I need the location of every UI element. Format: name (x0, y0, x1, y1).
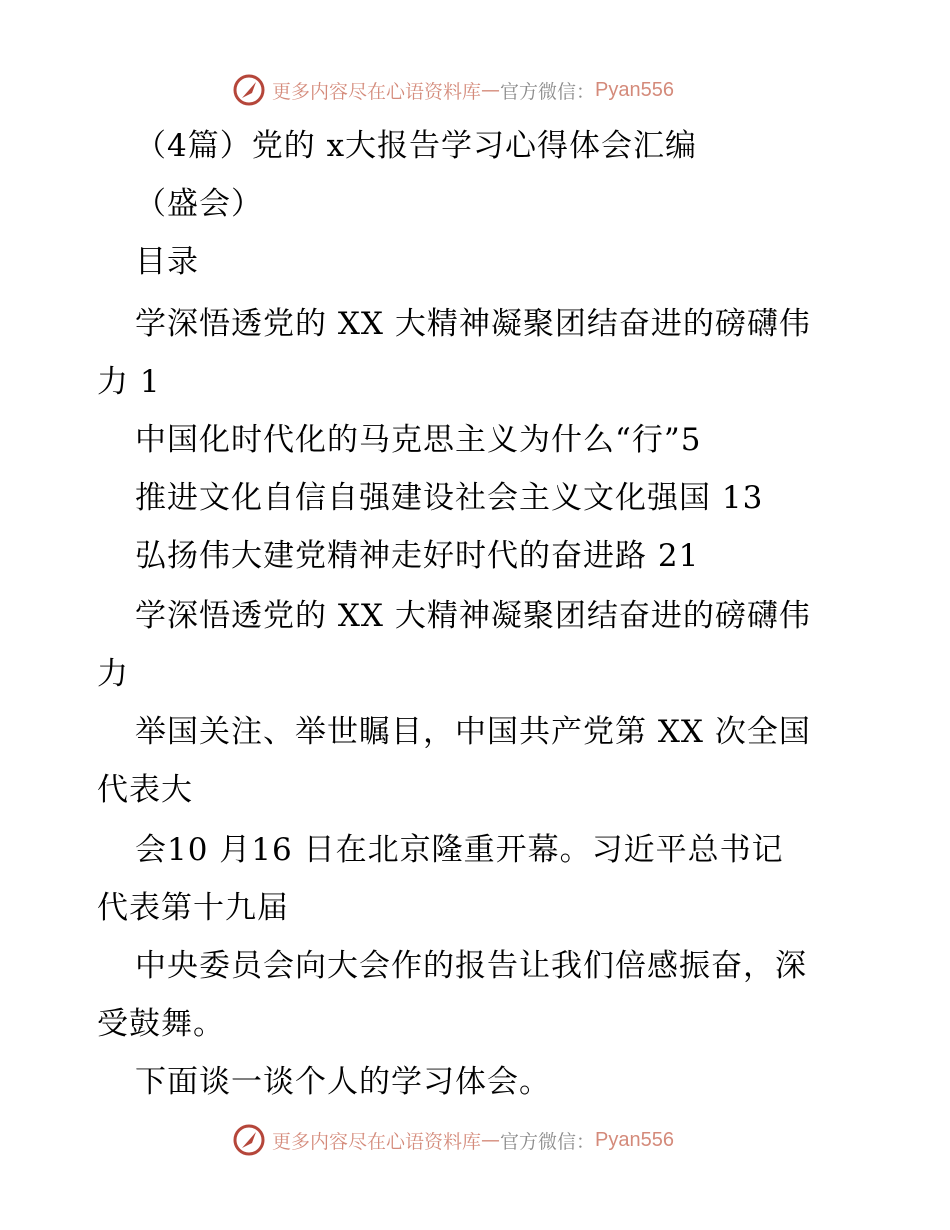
footer-wechat-id: Pyan556 (595, 1128, 674, 1151)
toc-item: 学深悟透党的 XX 大精神凝聚团结奋进的磅礴伟 (135, 306, 811, 342)
section-heading: 学深悟透党的 XX 大精神凝聚团结奋进的磅礴伟 (135, 598, 811, 634)
toc-item-cont: 力 1 (97, 364, 161, 400)
paragraph-line: 受鼓舞。 (97, 1006, 225, 1042)
paragraph-line: 下面谈一谈个人的学习体会。 (135, 1064, 551, 1100)
paragraph-line: 代表大 (97, 772, 193, 808)
quill-logo-icon (232, 73, 266, 107)
quill-logo-icon (232, 1123, 266, 1157)
doc-title: （4篇）党的 x大报告学习心得体会汇编 (135, 128, 698, 164)
toc-item: 推进文化自信自强建设社会主义文化强国 13 (135, 480, 764, 516)
header-wechat-id: Pyan556 (595, 78, 674, 101)
paragraph-line: 代表第十九届 (97, 890, 289, 926)
page-footer-watermark (232, 1120, 674, 1160)
header-dash: — (481, 79, 501, 101)
header-slogan: 更多内容尽在心语资料库 (272, 80, 482, 103)
doc-subtitle: （盛会） (135, 186, 263, 222)
page-header-watermark (232, 70, 674, 110)
footer-wechat-label: 官方微信： (500, 1130, 596, 1153)
toc-heading: 目录 (135, 244, 199, 280)
header-wechat-label: 官方微信： (500, 80, 596, 103)
section-heading-cont: 力 (97, 656, 129, 692)
footer-dash: — (481, 1129, 501, 1151)
paragraph-line: 举国关注、举世瞩目，中国共产党第 XX 次全国 (135, 714, 811, 750)
paragraph-line: 会10 月16 日在北京隆重开幕。习近平总书记 (135, 832, 784, 868)
paragraph-line: 中央委员会向大会作的报告让我们倍感振奋，深 (135, 948, 807, 984)
toc-item: 弘扬伟大建党精神走好时代的奋进路 21 (135, 538, 700, 574)
toc-item: 中国化时代化的马克思主义为什么“行”5 (135, 422, 702, 458)
footer-slogan: 更多内容尽在心语资料库 (272, 1130, 482, 1153)
